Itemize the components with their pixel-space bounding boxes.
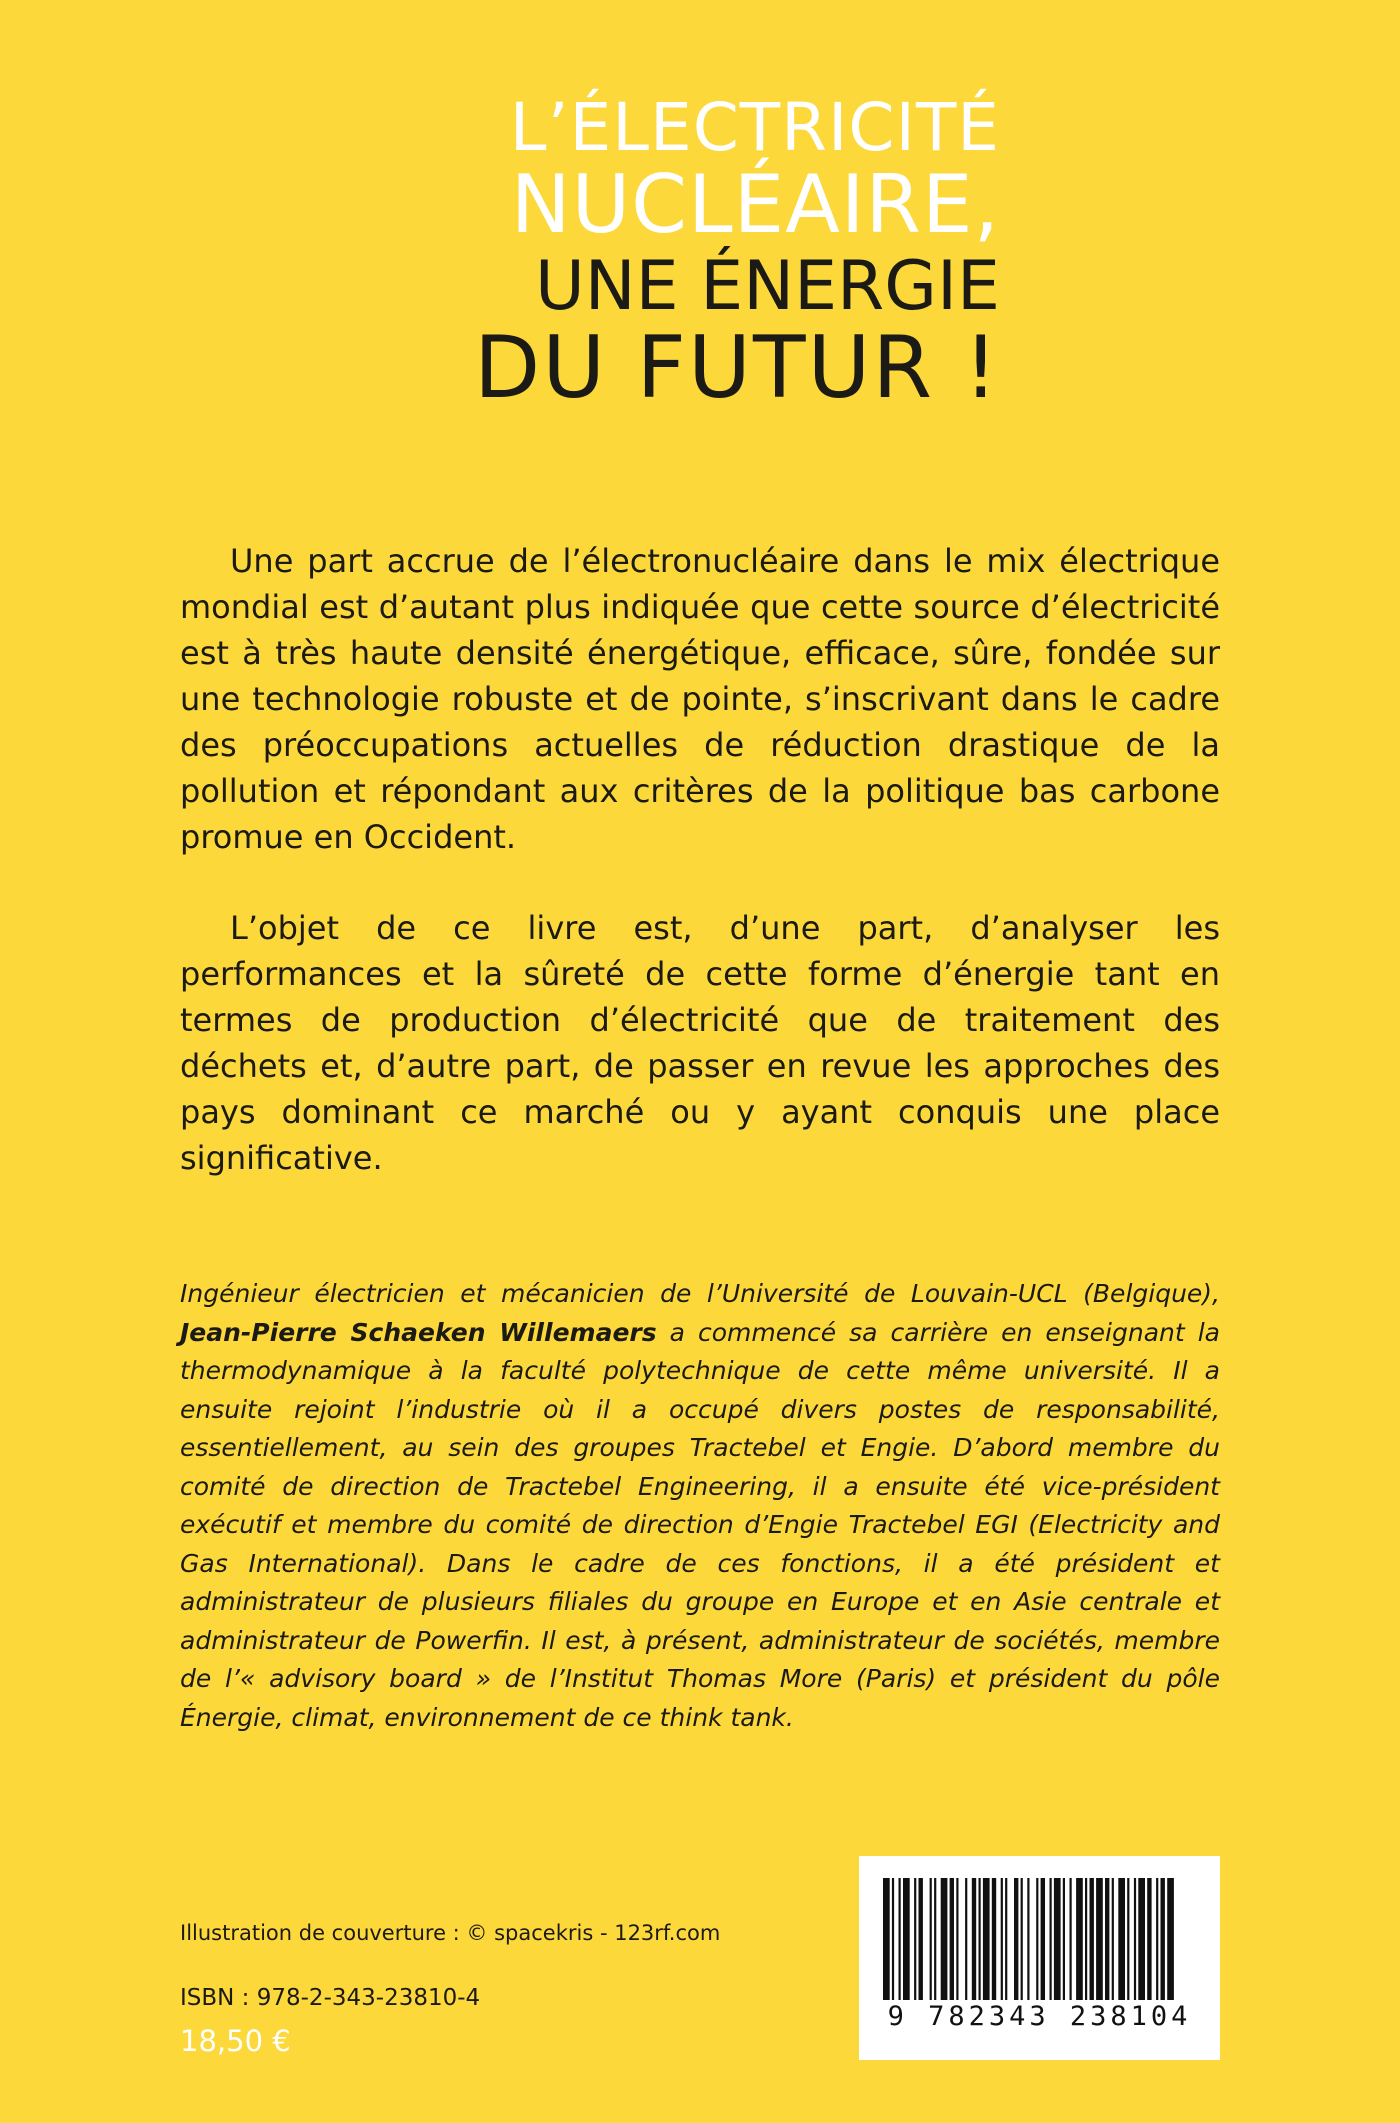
barcode-bar bbox=[1036, 1878, 1038, 2000]
title-line-1: L’ÉLECTRICITÉ bbox=[509, 89, 1000, 166]
barcode-bar bbox=[979, 1878, 981, 2000]
cover-credit: Illustration de couverture : © spacekris - 123rf.com bbox=[180, 1921, 721, 1945]
barcode-bar bbox=[1070, 1878, 1072, 2000]
barcode-bar bbox=[1156, 1878, 1158, 2000]
barcode-bar bbox=[1167, 1878, 1174, 2000]
title-line-4: DU FUTUR ! bbox=[474, 318, 1000, 418]
barcode-bar bbox=[1054, 1878, 1061, 2000]
barcode-bar bbox=[1138, 1878, 1145, 2000]
barcode-bar bbox=[1161, 1878, 1165, 2000]
bio-rest: a commencé sa carrière en enseignant la thermodynamique à la faculté polytechnique de cette même université. Il a ensuite rejoint l’industrie où il a occupé divers postes de responsabilité, essentiellement, au sein des groupes Tractebel et Engie. D’abord membre du comité de direction de Tractebel Engineering, il a ensuite été vice-président exécutif et membre du comité de direction d’Engie Tractebel EGI (Electricity and Gas International). Dans le cadre de ces fonctions, il a été président et administrateur de plusieurs filiales du groupe en Europe et en Asie centrale et administrateur de Powerfin. Il est, à présent, administrateur de sociétés, membre de l’« advisory board » de l’Institut Thomas More (Paris) et président du pôle Énergie, climat, environnement de ce think tank. bbox=[180, 1317, 1220, 1732]
barcode-bar bbox=[892, 1878, 894, 2000]
barcode-bar bbox=[950, 1878, 954, 2000]
barcode-bar bbox=[1118, 1878, 1125, 2000]
barcode-bar bbox=[1076, 1878, 1083, 2000]
barcode-bar bbox=[899, 1878, 901, 2000]
barcode-bar bbox=[983, 1878, 990, 2000]
barcode-bar bbox=[903, 1878, 910, 2000]
barcode-bar bbox=[914, 1878, 916, 2000]
barcode-bar bbox=[1085, 1878, 1087, 2000]
bio-intro: Ingénieur électricien et mécanicien de l’Université de Louvain-UCL (Belgique), bbox=[180, 1279, 1220, 1308]
barcode-bar bbox=[941, 1878, 948, 2000]
barcode-bar bbox=[992, 1878, 996, 2000]
title-line-2: NUCLÉAIRE, bbox=[510, 158, 1000, 251]
barcode-bars bbox=[859, 1856, 1220, 2006]
price-text: 18,50 € bbox=[180, 2024, 291, 2058]
barcode-bar bbox=[930, 1878, 932, 2000]
barcode-bar bbox=[956, 1878, 958, 2000]
barcode bbox=[859, 1856, 1220, 2060]
barcode-bar bbox=[1050, 1878, 1052, 2000]
barcode-bar bbox=[1096, 1878, 1103, 2000]
barcode-bar bbox=[934, 1878, 936, 2000]
barcode-bar bbox=[1005, 1878, 1007, 2000]
barcode-bar bbox=[965, 1878, 967, 2000]
barcode-bar bbox=[883, 1878, 890, 2000]
blurb-paragraph-2 bbox=[180, 905, 1220, 1181]
barcode-bar bbox=[919, 1878, 923, 2000]
barcode-digits: 9 782343 238104 bbox=[887, 2001, 1192, 2032]
barcode-bar bbox=[1134, 1878, 1136, 2000]
barcode-bar bbox=[1127, 1878, 1129, 2000]
blurb-paragraph-2-text: L’objet de ce livre est, d’une part, d’analyser les performances et la sûreté de cette forme d’énergie tant en termes de production d’électricité que de traitement des déchets et, d’autre part, de passer en revue les approches des pays dominant ce marché ou y ayant conquis une place significative. bbox=[180, 909, 1220, 1177]
barcode-bar bbox=[1021, 1878, 1023, 2000]
isbn-text: ISBN : 978-2-343-23810-4 bbox=[180, 1985, 481, 2011]
barcode-bar bbox=[1105, 1878, 1109, 2000]
author-bio bbox=[180, 1275, 1220, 1737]
blurb-paragraph-1-text: Une part accrue de l’électronucléaire dans le mix électrique mondial est d’autant plus indiquée que cette source d’électricité est à très haute densité énergétique, efficace, sûre, fondée sur une technologie robuste et de pointe, s’inscrivant dans le cadre des préoccupations actuelles de réduction drastique de la pollution et répondant aux critères de la politique bas carbone promue en Occident. bbox=[180, 542, 1220, 856]
barcode-bar bbox=[1027, 1878, 1029, 2000]
barcode-bar bbox=[1147, 1878, 1151, 2000]
barcode-bar bbox=[1041, 1878, 1045, 2000]
barcode-bar bbox=[1014, 1878, 1018, 2000]
author-name: Jean-Pierre Schaeken Willemaers bbox=[180, 1317, 657, 1347]
barcode-bar bbox=[1063, 1878, 1065, 2000]
book-title bbox=[380, 89, 1000, 418]
barcode-bar bbox=[972, 1878, 976, 2000]
title-line-3: UNE ÉNERGIE bbox=[535, 247, 1000, 326]
barcode-bar bbox=[1001, 1878, 1003, 2000]
barcode-bar bbox=[1112, 1878, 1114, 2000]
blurb-paragraph-1 bbox=[180, 538, 1220, 860]
barcode-bar bbox=[1090, 1878, 1094, 2000]
